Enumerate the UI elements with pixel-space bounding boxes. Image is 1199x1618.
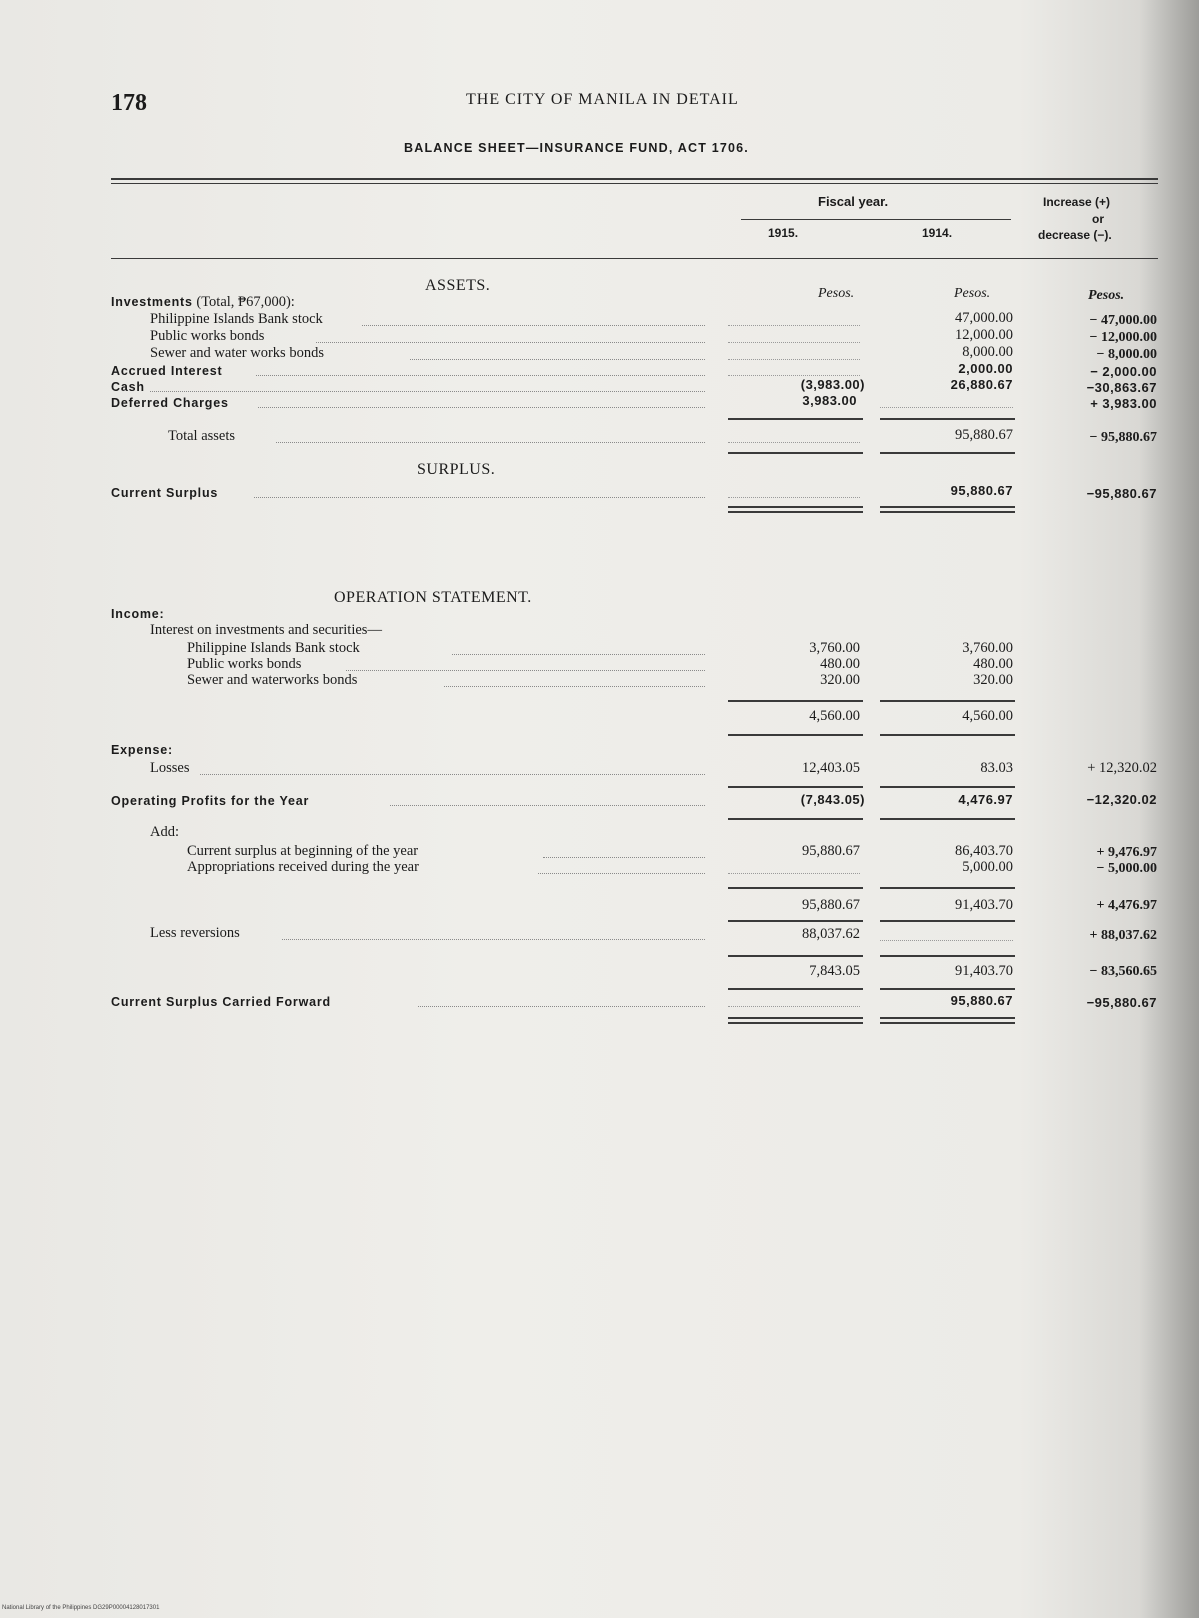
double-rule: [880, 506, 1015, 508]
sw-bonds-label: Sewer and water works bonds: [150, 345, 324, 361]
increase-header-1: Increase (+): [1043, 195, 1111, 209]
subtotal-diff: + 4,476.97: [1096, 898, 1157, 913]
pib-diff: − 47,000.00: [1089, 313, 1157, 328]
expense-label: Expense:: [111, 743, 173, 757]
sum-rule: [728, 887, 863, 889]
losses-1914: 83.03: [980, 760, 1013, 776]
blank-cell: [728, 375, 860, 376]
investments-total: (Total, ₱67,000):: [192, 294, 295, 310]
subtotal-1914: 91,403.70: [955, 897, 1013, 913]
investments-label: [111, 294, 295, 311]
units-1914: Pesos.: [954, 286, 991, 301]
cash-label: Cash: [111, 380, 145, 394]
increase-header-2: or: [1092, 212, 1104, 226]
pw-diff: − 12,000.00: [1089, 330, 1157, 345]
blank-cell: [880, 940, 1013, 941]
losses-1915: 12,403.05: [802, 760, 860, 776]
appropriations-1914: 5,000.00: [962, 859, 1013, 875]
pw-1914: 12,000.00: [955, 327, 1013, 343]
deferred-1915: 3,983.00: [802, 393, 857, 408]
sum-rule: [728, 418, 863, 420]
sum-rule: [728, 955, 863, 957]
footer-credit: National Library of the Philippines DG29P00004128017301: [2, 1605, 160, 1611]
leader: [258, 407, 705, 408]
double-rule: [728, 506, 863, 508]
less-reversions-diff: + 88,037.62: [1089, 928, 1157, 943]
current-surplus-diff: −95,880.67: [1086, 486, 1157, 501]
cash-diff: −30,863.67: [1086, 380, 1157, 395]
pw-bonds-label: Public works bonds: [150, 328, 265, 344]
sum-rule: [880, 955, 1015, 957]
op-pib-label: Philippine Islands Bank stock: [187, 640, 360, 656]
blank-cell: [728, 359, 860, 360]
header-rule: [111, 258, 1158, 259]
double-rule: [728, 1017, 863, 1019]
appropriations-label: Appropriations received during the year: [187, 859, 419, 875]
blank-cell: [728, 1006, 860, 1007]
carried-forward-1914: 95,880.67: [950, 993, 1013, 1008]
fiscal-year-brace: [741, 219, 1011, 220]
sum-rule: [880, 887, 1015, 889]
losses-label: Losses: [150, 760, 190, 776]
operating-profits-diff: −12,320.02: [1086, 792, 1157, 807]
page-title: BALANCE SHEET—INSURANCE FUND, ACT 1706.: [404, 141, 749, 155]
leader: [543, 857, 705, 858]
double-rule: [880, 1017, 1015, 1019]
accrued-diff: − 2,000.00: [1090, 364, 1157, 379]
leader: [200, 774, 705, 775]
accrued-1914: 2,000.00: [958, 361, 1013, 376]
add-label: Add:: [150, 824, 179, 840]
leader: [282, 939, 705, 940]
sum-rule: [880, 734, 1015, 736]
total-assets-label: Total assets: [168, 428, 236, 444]
pib-1914: 47,000.00: [955, 310, 1013, 326]
interest-label: Interest on investments and securities—: [150, 622, 382, 638]
sw-diff: − 8,000.00: [1096, 347, 1157, 362]
op-sw-1914: 320.00: [973, 672, 1013, 688]
sum-rule: [880, 786, 1015, 788]
op-pw-1914: 480.00: [973, 656, 1013, 672]
cash-1915: (3,983.00): [800, 377, 865, 392]
leader: [444, 686, 705, 687]
net-1915: 7,843.05: [809, 963, 860, 979]
sum-rule: [880, 988, 1015, 990]
blank-cell: [728, 342, 860, 343]
leader: [316, 342, 705, 343]
current-surplus-1914: 95,880.67: [950, 483, 1013, 498]
leader: [276, 442, 705, 443]
sum-rule: [880, 700, 1015, 702]
total-assets-diff: − 95,880.67: [1089, 430, 1157, 445]
sum-rule: [880, 418, 1015, 420]
blank-cell: [728, 442, 860, 443]
net-diff: − 83,560.65: [1089, 964, 1157, 979]
col-header-1915: 1915.: [768, 226, 799, 240]
investments-word: Investments: [111, 295, 193, 309]
leader: [362, 325, 705, 326]
operating-profits-1915: (7,843.05): [800, 792, 865, 807]
deferred-diff: + 3,983.00: [1090, 396, 1157, 411]
sum-rule: [728, 734, 863, 736]
less-reversions-1915: 88,037.62: [802, 926, 860, 942]
op-pib-1914: 3,760.00: [962, 640, 1013, 656]
leader: [418, 1006, 705, 1007]
surplus-heading: SURPLUS.: [417, 461, 496, 478]
cash-1914: 26,880.67: [950, 377, 1013, 392]
sw-1914: 8,000.00: [962, 344, 1013, 360]
op-pib-1915: 3,760.00: [809, 640, 860, 656]
double-rule: [728, 511, 863, 513]
top-rule: [111, 178, 1158, 180]
sum-rule: [728, 818, 863, 820]
col-header-1914: 1914.: [922, 226, 953, 240]
less-reversions-label: Less reversions: [150, 925, 240, 941]
accrued-interest-label: Accrued Interest: [111, 364, 223, 378]
deferred-charges-label: Deferred Charges: [111, 396, 229, 410]
sum-rule: [880, 818, 1015, 820]
income-total-1915: 4,560.00: [809, 708, 860, 724]
sum-rule: [728, 786, 863, 788]
top-rule-2: [111, 183, 1158, 184]
cur-surplus-1914: 86,403.70: [955, 843, 1013, 859]
leader: [256, 375, 705, 376]
page-number: 178: [111, 90, 147, 116]
sum-rule: [728, 920, 863, 922]
pib-stock-label: Philippine Islands Bank stock: [150, 311, 323, 327]
income-label: Income:: [111, 607, 165, 621]
total-assets-1914: 95,880.67: [955, 427, 1013, 443]
double-rule: [728, 1022, 863, 1024]
operation-heading: OPERATION STATEMENT.: [334, 589, 532, 606]
blank-cell: [728, 873, 860, 874]
current-surplus-label: Current Surplus: [111, 486, 219, 500]
blank-cell: [728, 325, 860, 326]
leader: [410, 359, 705, 360]
leader: [150, 391, 705, 392]
leader: [390, 805, 705, 806]
units-diff: Pesos.: [1088, 288, 1125, 303]
cur-surplus-1915: 95,880.67: [802, 843, 860, 859]
cur-surplus-label: Current surplus at beginning of the year: [187, 843, 419, 859]
blank-cell: [880, 407, 1013, 408]
leader: [346, 670, 705, 671]
sum-rule: [880, 920, 1015, 922]
op-sw-1915: 320.00: [820, 672, 860, 688]
losses-diff: + 12,320.02: [1087, 760, 1157, 776]
assets-heading: ASSETS.: [425, 277, 491, 294]
op-pw-1915: 480.00: [820, 656, 860, 672]
sum-rule: [728, 452, 863, 454]
leader: [254, 497, 705, 498]
op-pw-label: Public works bonds: [187, 656, 302, 672]
carried-forward-label: Current Surplus Carried Forward: [111, 995, 331, 1009]
op-sw-label: Sewer and waterworks bonds: [187, 672, 358, 688]
carried-forward-diff: −95,880.67: [1086, 995, 1157, 1010]
units-1915: Pesos.: [818, 286, 855, 301]
operating-profits-1914: 4,476.97: [958, 792, 1013, 807]
blank-cell: [728, 497, 860, 498]
increase-header-3: decrease (−).: [1038, 228, 1112, 242]
operating-profits-label: Operating Profits for the Year: [111, 794, 310, 808]
fiscal-year-header: Fiscal year.: [818, 194, 889, 209]
sum-rule: [880, 452, 1015, 454]
leader: [452, 654, 705, 655]
cur-surplus-diff: + 9,476.97: [1096, 845, 1157, 860]
sum-rule: [728, 988, 863, 990]
appropriations-diff: − 5,000.00: [1096, 861, 1157, 876]
net-1914: 91,403.70: [955, 963, 1013, 979]
leader: [538, 873, 705, 874]
double-rule: [880, 511, 1015, 513]
double-rule: [880, 1022, 1015, 1024]
sum-rule: [728, 700, 863, 702]
income-total-1914: 4,560.00: [962, 708, 1013, 724]
running-head: THE CITY OF MANILA IN DETAIL: [466, 91, 739, 108]
subtotal-1915: 95,880.67: [802, 897, 860, 913]
